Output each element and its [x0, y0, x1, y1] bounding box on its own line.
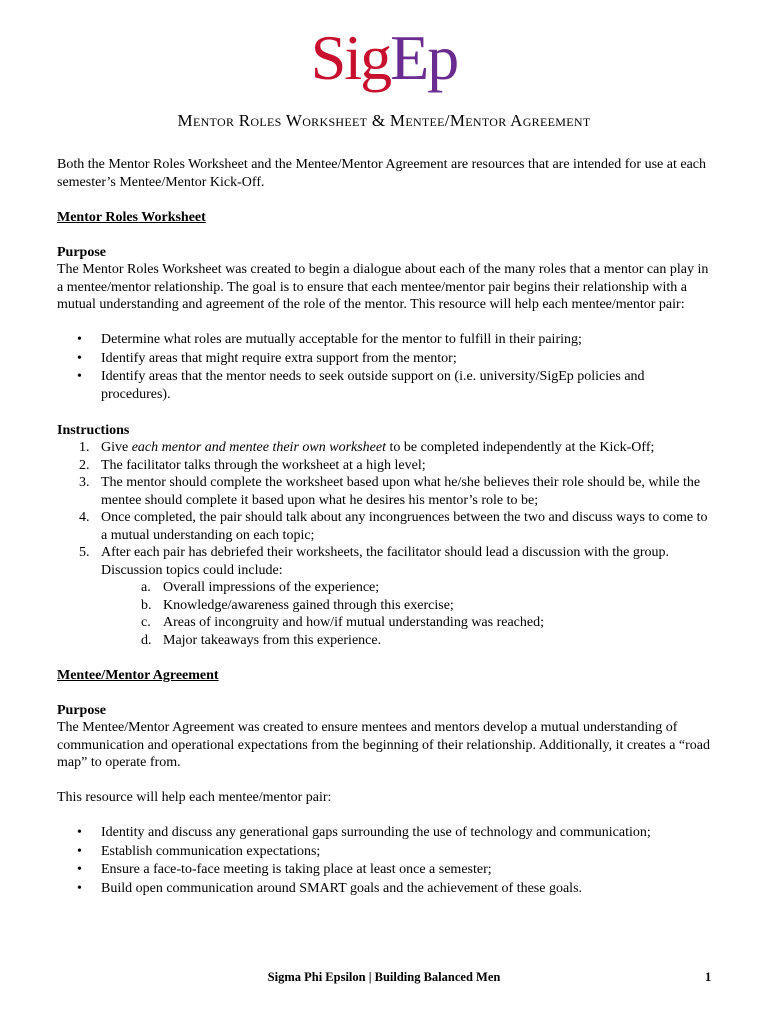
sigep-logo: [0, 22, 768, 94]
instructions-heading: Instructions: [57, 422, 130, 438]
logo-ep: Ep: [390, 22, 458, 93]
list-item: 5. After each pair has debriefed their worksheets, the facilitator should lead a discussion with the group. Discussion topics could include: a. Overall impressions of the experience; b. Knowledge/awareness gained through this exercise; c. Areas of incongruity and how/if mutual understanding was reached; d. Major takeaways from this experience.: [57, 544, 717, 649]
section-heading-mentor-roles: Mentor Roles Worksheet: [57, 209, 206, 225]
discussion-topics-list: [101, 579, 717, 649]
list-item: 2. The facilitator talks through the worksheet at a high level;: [79, 457, 426, 473]
purpose-paragraph-1: The Mentor Roles Worksheet was created to begin a dialogue about each of the many roles that a mentor can play in a mentee/mentor relationship. The goal is to ensure that each mentee/mentor pair begins their relationship with a mutual understanding and agreement of the role of the mentor. This resource will help each mentee/mentor pair:: [57, 262, 709, 312]
list-item: • Establish communication expectations;: [77, 843, 321, 859]
list-item: • Identify areas that the mentor needs to seek outside support on (i.e. university/SigEp policies and procedures).: [77, 369, 645, 402]
purpose-heading-1: Purpose: [57, 244, 106, 260]
list-item: 4. Once completed, the pair should talk about any incongruences between the two and discuss ways to come to a mutual understanding on each topic;: [79, 510, 708, 543]
footer-text: Sigma Phi Epsilon | Building Balanced Men: [267, 970, 501, 984]
logo-sig: Sig: [310, 22, 391, 93]
list-item: 3. The mentor should complete the worksheet based upon what he/she believes their role should be, while the mentee should complete it based upon what he desires his mentor’s role to be;: [79, 475, 701, 508]
list-item: • Build open communication around SMART goals and the achievement of these goals.: [77, 880, 583, 896]
section-heading-agreement: Mentee/Mentor Agreement: [57, 667, 219, 683]
document-title: Mentor Roles Worksheet & Mentee/Mentor Agreement: [177, 111, 591, 130]
intro-paragraph: Both the Mentor Roles Worksheet and the Mentee/Mentor Agreement are resources that are intended for use at each semester’s Mentee/Mentor Kick-Off.: [57, 157, 706, 190]
document-body: [57, 156, 717, 898]
list-item: • Ensure a face-to-face meeting is taking place at least once a semester;: [77, 862, 492, 877]
list-item: • Identify areas that might require extra support from the mentor;: [77, 350, 457, 366]
list-item: • Identity and discuss any generational gaps surrounding the use of technology and communication;: [77, 825, 651, 840]
list-item: a. Overall impressions of the experience;: [141, 580, 380, 595]
page-footer: [0, 970, 768, 990]
purpose-paragraph-2: The Mentee/Mentor Agreement was created to ensure mentees and mentors develop a mutual understanding of communication and operational expectations from the beginning of their relationship. Additionally, it creates a “road map” to operate from.: [57, 720, 711, 770]
instructions-list: [57, 439, 717, 649]
resource-paragraph: This resource will help each mentee/mentor pair:: [57, 790, 332, 805]
list-item: b. Knowledge/awareness gained through this exercise;: [141, 597, 454, 613]
list-item: • Determine what roles are mutually acceptable for the mentor to fulfill in their pairing;: [77, 332, 582, 347]
agreement-bullet-list: [57, 824, 717, 897]
list-item: c. Areas of incongruity and how/if mutual understanding was reached;: [141, 615, 545, 630]
list-item: 1. Give each mentor and mentee their own worksheet to be completed independently at the Kick-Off;: [79, 440, 655, 455]
page-number: 1: [705, 970, 712, 984]
list-item: d. Major takeaways from this experience.: [141, 632, 382, 648]
purpose-heading-2: Purpose: [57, 702, 106, 718]
roles-bullet-list: [57, 331, 717, 403]
